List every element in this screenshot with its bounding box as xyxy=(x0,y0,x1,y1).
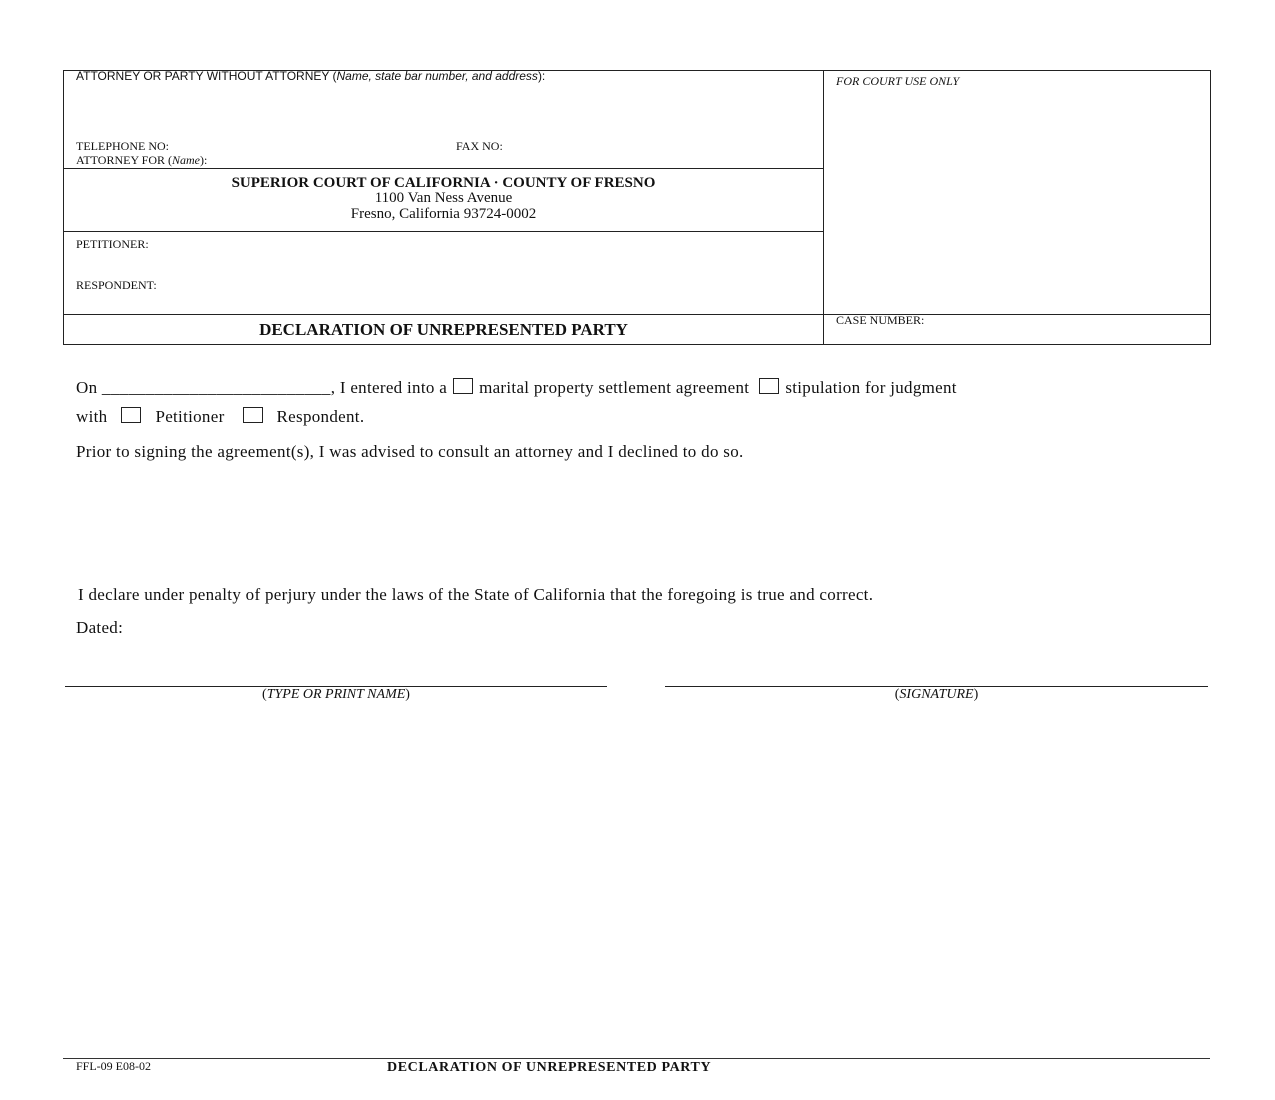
advised-statement: Prior to signing the agreement(s), I was advised to consult an attorney and I declined to do so. xyxy=(76,442,744,461)
form-title: DECLARATION OF UNREPRESENTED PARTY xyxy=(259,320,628,339)
attorney-for-italic: Name xyxy=(172,153,201,167)
with-text: with xyxy=(76,407,108,426)
court-city: Fresno, California 93724-0002 xyxy=(350,206,537,222)
attorney-for-end: ): xyxy=(200,153,208,167)
form-id: FFL-09 E08-02 xyxy=(76,1059,151,1073)
fax-label[interactable]: FAX NO: xyxy=(456,139,503,153)
attorney-field[interactable] xyxy=(76,69,545,83)
signature-caption-text: SIGNATURE xyxy=(899,687,974,702)
with-line xyxy=(76,407,364,427)
petitioner-option: Petitioner xyxy=(155,407,225,426)
petitioner-label[interactable]: PETITIONER: xyxy=(76,237,149,251)
court-use-label: FOR COURT USE ONLY xyxy=(836,74,960,88)
attorney-for-field[interactable] xyxy=(76,153,207,168)
telephone-label[interactable]: TELEPHONE NO: xyxy=(76,139,169,153)
respondent-option: Respondent. xyxy=(276,407,365,426)
perjury-statement: I declare under penalty of perjury under the laws of the State of California that the foregoing is true and correct. xyxy=(78,585,874,604)
stipulation-checkbox[interactable] xyxy=(759,378,779,394)
court-street: 1100 Van Ness Avenue xyxy=(374,190,513,206)
petitioner-checkbox[interactable] xyxy=(121,407,141,423)
divider xyxy=(63,231,824,232)
divider xyxy=(63,314,1211,315)
footer-title: DECLARATION OF UNREPRESENTED PARTY xyxy=(387,1060,712,1075)
signature-caption: (SIGNATURE) xyxy=(894,687,979,702)
marital-label: marital property settlement agreement xyxy=(479,378,750,397)
stipulation-label: stipulation for judgment xyxy=(785,378,957,397)
attorney-label-italic: Name, state bar number, and address xyxy=(336,69,538,83)
respondent-checkbox[interactable] xyxy=(243,407,263,423)
case-number-label[interactable]: CASE NUMBER: xyxy=(836,313,925,327)
court-name: SUPERIOR COURT OF CALIFORNIA · COUNTY OF FRESNO xyxy=(231,175,656,191)
name-caption-text: TYPE OR PRINT NAME xyxy=(266,687,406,702)
marital-checkbox[interactable] xyxy=(453,378,473,394)
attorney-label-end: ): xyxy=(537,69,546,83)
attorney-for-label: ATTORNEY FOR ( xyxy=(76,153,173,167)
dated-label[interactable]: Dated: xyxy=(76,618,124,637)
respondent-label[interactable]: RESPONDENT: xyxy=(76,278,157,292)
agreement-line xyxy=(76,378,957,398)
footer-divider xyxy=(63,1058,1210,1059)
name-caption: (TYPE OR PRINT NAME) xyxy=(262,687,410,702)
on-date-text: On __________________________, I entered into a xyxy=(76,378,448,397)
divider xyxy=(63,168,824,169)
attorney-label: ATTORNEY OR PARTY WITHOUT ATTORNEY ( xyxy=(76,69,337,83)
